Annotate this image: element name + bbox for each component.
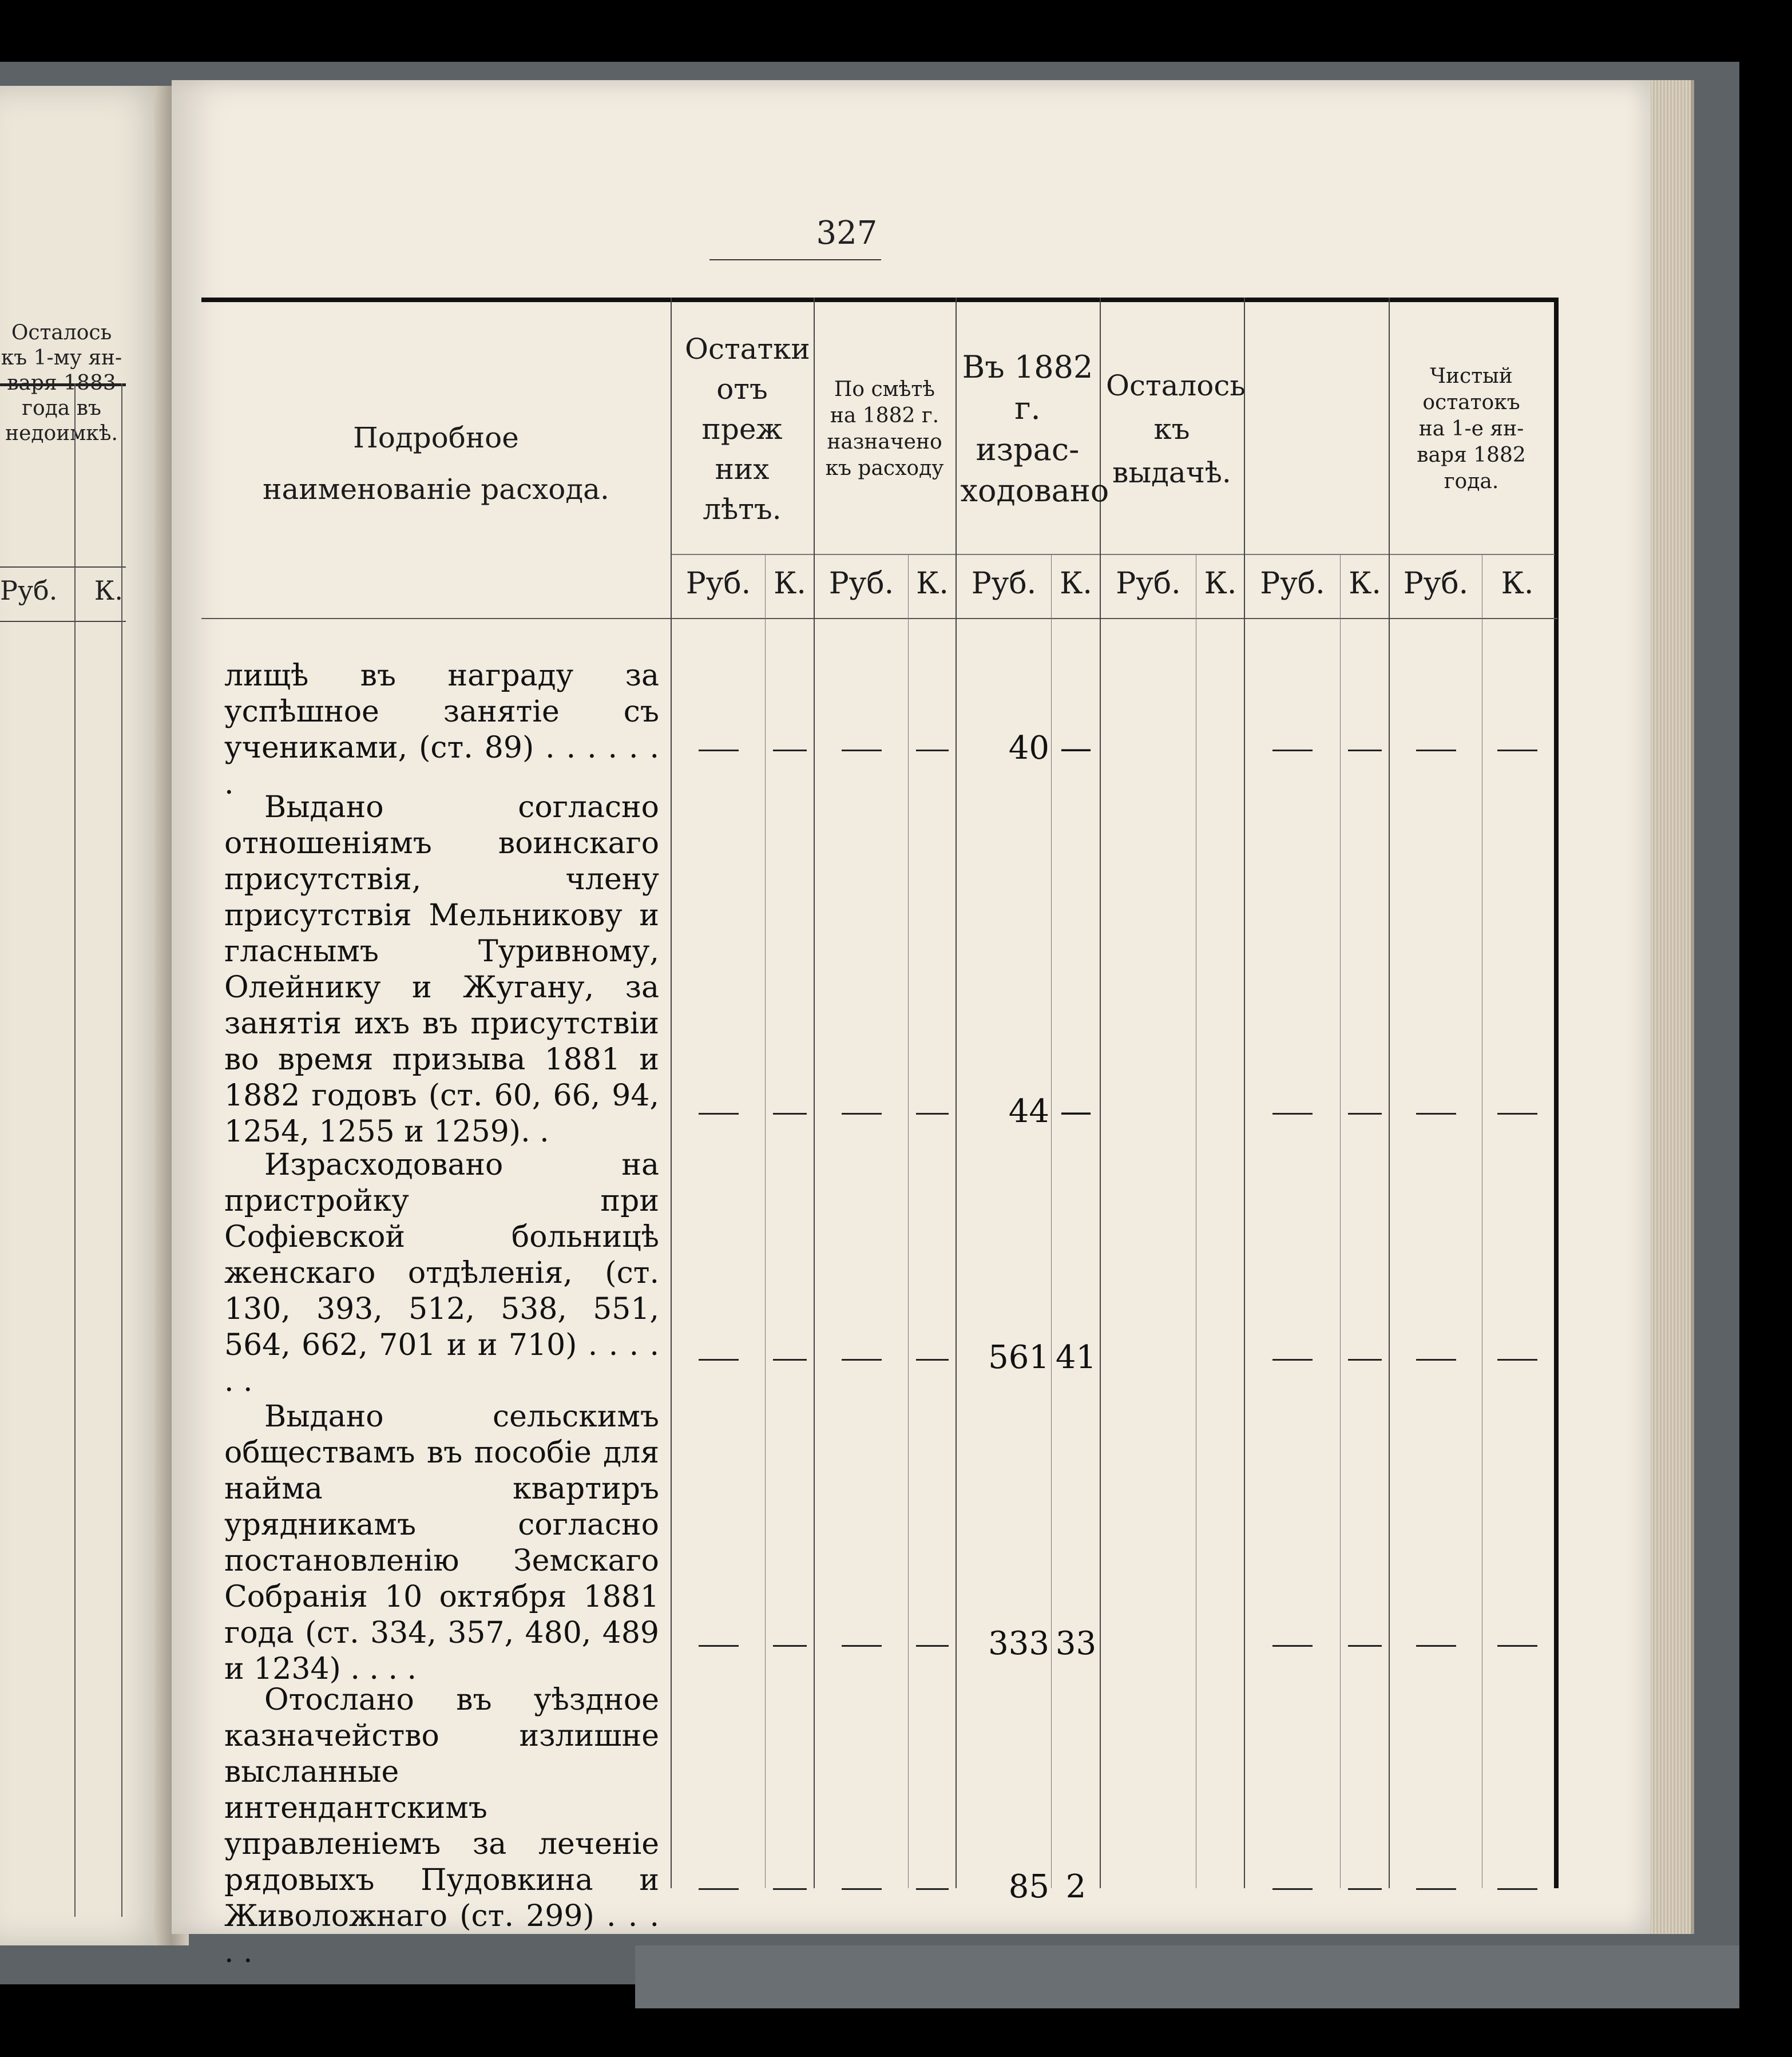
row-description-text: Отослано въ уѣздное казначейство излишне высланные интендантскимъ управленіемъ за леченіе рядовыхъ Пудовкина и Живоложнаго (ст. 299) . . . . .	[224, 1683, 659, 1969]
empty-cell-dash	[1348, 1645, 1382, 1647]
header-description-label: Подробное наименованіе расхода.	[263, 421, 609, 506]
left-header-line: варя 1883	[7, 371, 116, 395]
empty-cell-dash	[773, 750, 807, 751]
header-remaining-label: Осталось къ выдачѣ.	[1106, 369, 1246, 489]
empty-cell-dash	[1348, 1113, 1382, 1115]
empty-cell-dash	[916, 1888, 949, 1890]
spent-rub: 85	[1008, 1868, 1049, 1905]
header-remaining	[1101, 309, 1246, 549]
header-prior-balance	[672, 309, 812, 549]
table-right-rule	[1554, 298, 1559, 1888]
kop-divider	[1340, 554, 1341, 1888]
spent-kop: —	[1060, 1093, 1092, 1130]
empty-cell-dash	[842, 1888, 882, 1890]
unit-rub: Руб.	[971, 566, 1037, 601]
empty-cell-dash	[1348, 750, 1382, 751]
left-column-header	[0, 320, 123, 446]
empty-cell-dash	[1497, 1113, 1537, 1115]
spent-rub: 44	[1008, 1093, 1049, 1130]
table-header-rule	[201, 618, 1557, 619]
left-unit-rub: Руб.	[0, 575, 58, 606]
page-number: 327	[816, 215, 878, 252]
row-description: лищѣ въ награду за успѣшное занятіе съ учениками, (ст. 89) . . . . . . .	[224, 659, 659, 801]
empty-cell-dash	[842, 1359, 882, 1361]
empty-cell-dash	[773, 1888, 807, 1890]
empty-cell-dash	[773, 1113, 807, 1115]
empty-cell-dash	[1272, 1113, 1313, 1115]
left-unit-kop: К.	[94, 575, 123, 606]
unit-kop: К.	[774, 566, 806, 601]
left-header-rule	[0, 566, 126, 568]
left-column-divider	[74, 383, 76, 1917]
unit-rub: Руб.	[1403, 566, 1469, 601]
empty-cell-dash	[1497, 1645, 1537, 1647]
empty-cell-dash	[1416, 1645, 1456, 1647]
header-budget-label: По смѣтѣ на 1882 г. назначено къ расходу	[825, 378, 944, 480]
empty-cell-dash	[1416, 1113, 1456, 1115]
left-column-divider	[121, 383, 122, 1917]
left-header-line: Осталось	[11, 321, 112, 344]
spent-kop: 2	[1065, 1868, 1087, 1905]
spent-kop: 41	[1055, 1339, 1097, 1376]
empty-cell-dash	[1272, 1645, 1313, 1647]
kop-divider	[765, 554, 766, 1888]
kop-divider	[908, 554, 909, 1888]
unit-kop: К.	[1349, 566, 1381, 601]
empty-cell-dash	[916, 750, 949, 751]
column-divider	[1244, 298, 1245, 1888]
header-spent	[957, 309, 1109, 549]
header-prior-balance-label: Остатки отъ преж них лѣтъ.	[685, 332, 810, 526]
unit-rub: Руб.	[1116, 566, 1181, 601]
empty-cell-dash	[1416, 1888, 1456, 1890]
empty-cell-dash	[916, 1359, 949, 1361]
empty-cell-dash	[916, 1645, 949, 1647]
empty-cell-dash	[1416, 750, 1456, 751]
empty-cell-dash	[699, 750, 739, 751]
header-net-balance	[1390, 309, 1553, 549]
empty-cell-dash	[773, 1359, 807, 1361]
row-description-text: Израсходовано на пристройку при Софіевской больницѣ женскаго отдѣленія, (ст. 130, 393, 512, 538, 551, 564, 662, 701 и и 710) . . . . . .	[224, 1148, 659, 1398]
empty-cell-dash	[1348, 1888, 1382, 1890]
expense-table	[201, 298, 1559, 1969]
spent-kop: —	[1060, 730, 1092, 767]
empty-cell-dash	[916, 1113, 949, 1115]
empty-cell-dash	[842, 750, 882, 751]
header-description	[201, 320, 671, 607]
unit-kop: К.	[916, 566, 949, 601]
empty-cell-dash	[842, 1645, 882, 1647]
book-cover-bottom-edge	[635, 1945, 1739, 2008]
left-page	[0, 86, 172, 1945]
row-description-text: Выдано сельскимъ обществамъ въ пособіе для найма квартиръ урядникамъ согласно постановленію Земскаго Собранія 10 октября 1881 года (ст. 334, 357, 480, 489 и 1234) . . . .	[224, 1400, 659, 1686]
spent-rub: 333	[988, 1625, 1049, 1662]
empty-cell-dash	[1272, 750, 1313, 751]
unit-kop: К.	[1204, 566, 1237, 601]
left-units-rule	[0, 621, 126, 622]
empty-cell-dash	[1272, 1888, 1313, 1890]
spent-rub: 40	[1008, 730, 1049, 767]
spent-rub: 561	[988, 1339, 1049, 1376]
empty-cell-dash	[699, 1359, 739, 1361]
kop-divider	[1051, 554, 1052, 1888]
empty-cell-dash	[1497, 750, 1537, 751]
empty-cell-dash	[1348, 1359, 1382, 1361]
page-number-rule	[709, 259, 881, 260]
empty-cell-dash	[699, 1645, 739, 1647]
unit-rub: Руб.	[685, 566, 751, 601]
empty-cell-dash	[1497, 1359, 1537, 1361]
row-description	[224, 1147, 659, 1398]
empty-cell-dash	[699, 1113, 739, 1115]
left-header-line: недоимкѣ.	[5, 422, 118, 445]
left-units-row	[0, 575, 126, 606]
table-top-rule	[201, 298, 1559, 302]
right-page	[172, 80, 1651, 1969]
unit-kop: К.	[1060, 566, 1092, 601]
row-description	[224, 1399, 659, 1686]
header-spent-label: Въ 1882 г. израс-ходовано	[960, 349, 1109, 509]
unit-kop: К.	[1501, 566, 1534, 601]
row-description	[224, 1682, 659, 1969]
header-net-balance-label: Чистый остатокъ на 1-е ян-варя 1882 года.	[1417, 364, 1526, 493]
left-header-line: года въ	[22, 397, 101, 420]
header-budget	[815, 309, 954, 549]
empty-cell-dash	[1416, 1359, 1456, 1361]
row-description	[224, 790, 659, 1149]
empty-cell-dash	[773, 1645, 807, 1647]
row-description-text: Выдано согласно отношеніямъ воинскаго присутствія, члену присутствія Мельникову и гласнымъ Туривному, Олейнику и Жугану, за занятія ихъ въ присутствіи во время призыва 1881 и 1882 годовъ (ст. 60, 66, 94, 1254, 1255 и 1259). .	[224, 790, 659, 1149]
empty-cell-dash	[1272, 1359, 1313, 1361]
left-header-line: къ 1-му ян-	[1, 346, 122, 370]
page-edges	[1648, 80, 1694, 1934]
table-unit-rule	[671, 554, 1555, 555]
empty-cell-dash	[842, 1113, 882, 1115]
empty-cell-dash	[1497, 1888, 1537, 1890]
unit-rub: Руб.	[828, 566, 894, 601]
unit-rub: Руб.	[1260, 566, 1325, 601]
empty-cell-dash	[699, 1888, 739, 1890]
spent-kop: 33	[1055, 1625, 1097, 1662]
